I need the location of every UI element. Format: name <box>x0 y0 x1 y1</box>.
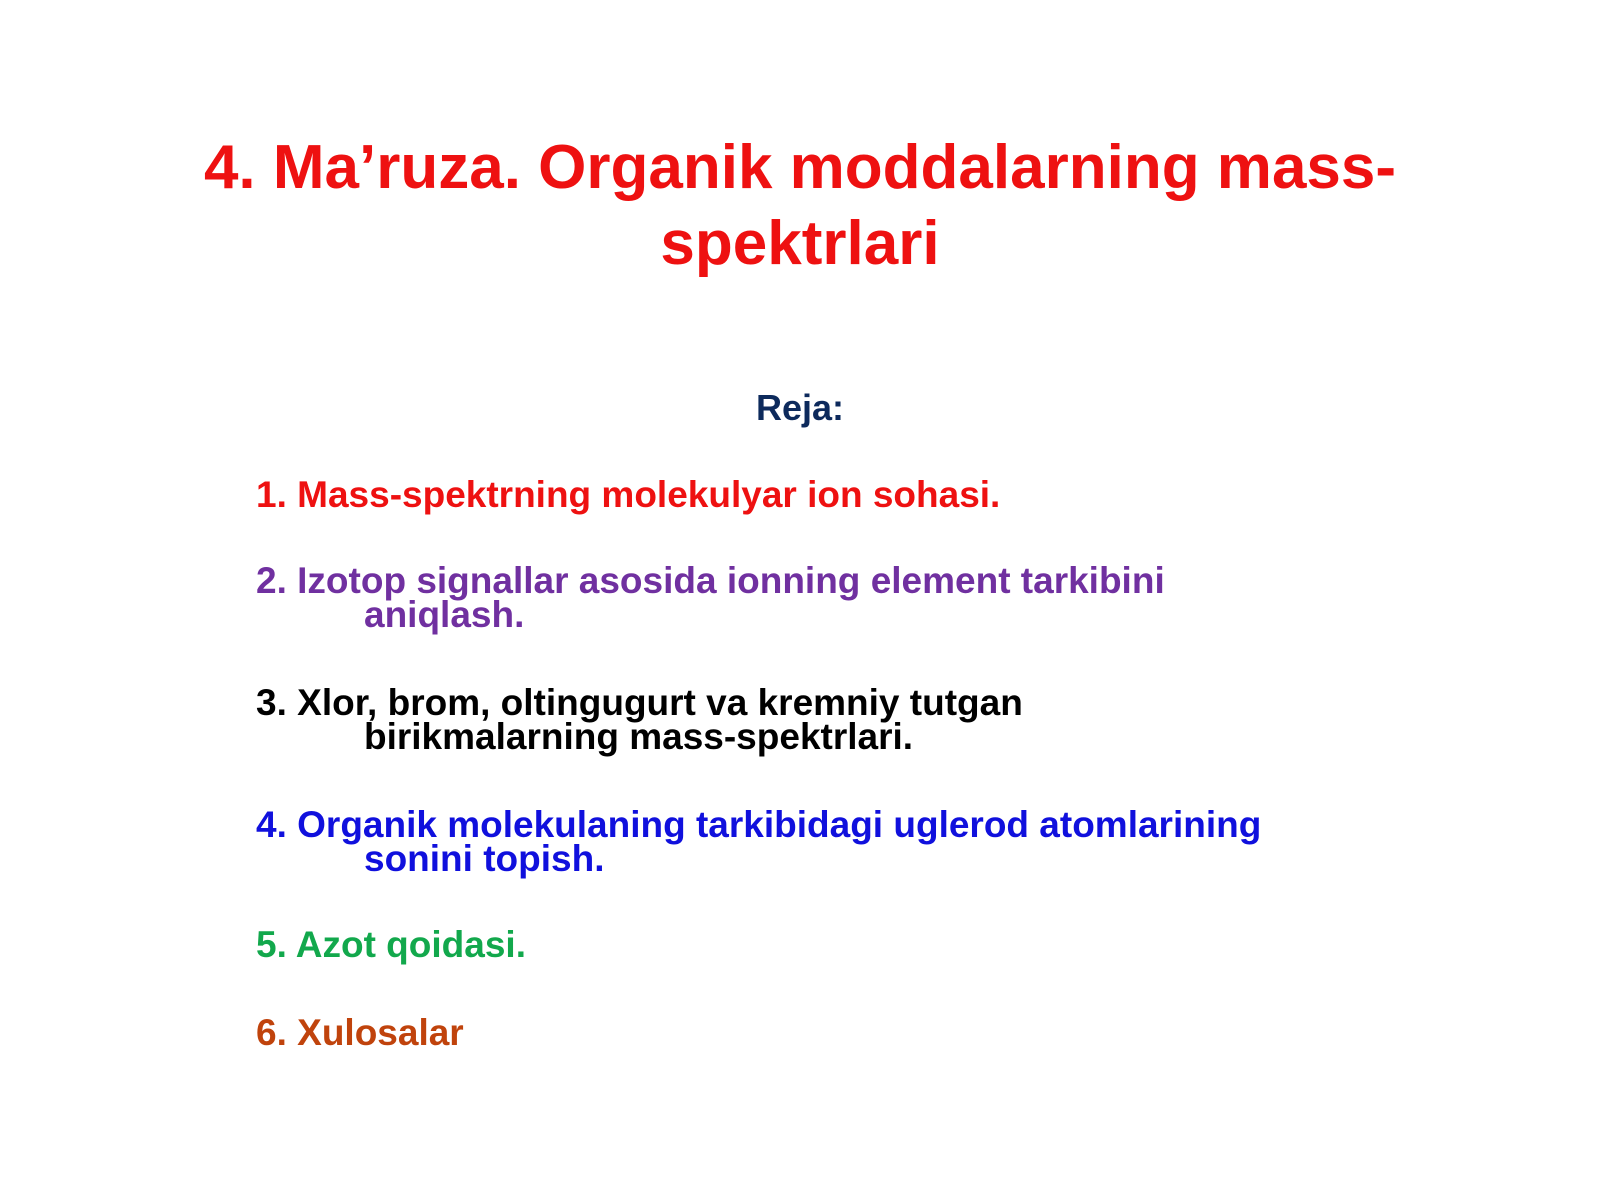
plan-heading: Reja: <box>755 387 845 428</box>
plan-item-4 <box>256 804 1406 879</box>
slide-title <box>120 130 1480 282</box>
plan-item-2-text: 2. Izotop signallar asosida ionning element tarkibini <box>256 560 1165 601</box>
plan-item-6-text: 6. Xulosalar <box>256 1012 464 1053</box>
plan-item-6 <box>256 1012 1406 1053</box>
plan-item-3-text: 3. Xlor, brom, oltingugurt va kremniy tutgan <box>256 682 1023 723</box>
plan-item-3-continuation: birikmalarning mass-spektrlari. <box>364 716 914 757</box>
plan-item-4-continuation: sonini topish. <box>364 838 605 879</box>
plan-item-5 <box>256 924 1406 965</box>
slide-title-line2: spektrlari <box>660 209 940 278</box>
plan-item-1 <box>256 474 1406 515</box>
plan-item-3 <box>256 682 1406 757</box>
plan-item-1-text: 1. Mass-spektrning molekulyar ion sohasi. <box>256 474 1001 515</box>
slide-title-line1: 4. Ma’ruza. Organik moddalarning mass- <box>203 133 1397 202</box>
plan-item-2 <box>256 560 1406 635</box>
plan-item-2-continuation: aniqlash. <box>364 594 525 635</box>
plan-item-5-text: 5. Azot qoidasi. <box>256 924 526 965</box>
plan-item-4-text: 4. Organik molekulaning tarkibidagi uglerod atomlarining <box>256 804 1262 845</box>
